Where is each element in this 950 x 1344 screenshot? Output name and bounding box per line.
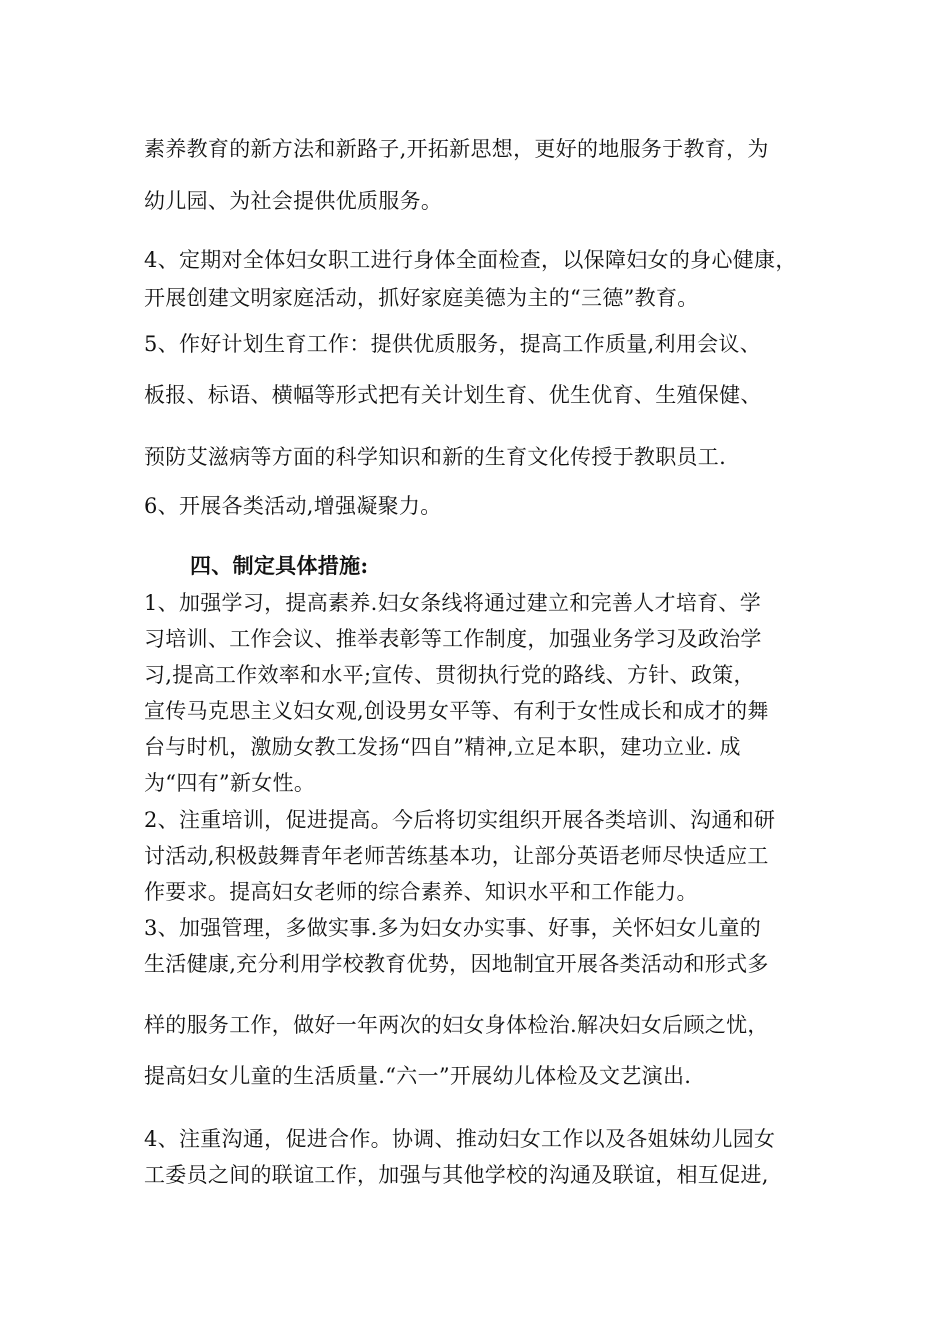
text-line: 4、定期对全体妇女职工进行身体全面检查，以保障妇女的身心健康， [144, 248, 797, 272]
text-line: 3、加强管理，多做实事.多为妇女办实事、好事，关怀妇女儿童的 [144, 916, 762, 940]
text-line: 2、注重培训，促进提高。今后将切实组织开展各类培训、沟通和研 [144, 808, 776, 832]
text-line: 习,提高工作效率和水平;宣传、贯彻执行党的路线、方针、政策， [144, 663, 755, 687]
text-line: 作要求。提高妇女老师的综合素养、知识水平和工作能力。 [144, 880, 698, 904]
text-line: 板报、标语、横幅等形式把有关计划生育、优生优育、生殖保健、 [144, 383, 762, 407]
text-line: 宣传马克思主义妇女观,创设男女平等、有利于女性成长和成才的舞 [144, 699, 769, 723]
text-line: 5、作好计划生育工作：提供优质服务，提高工作质量,利用会议、 [144, 332, 762, 356]
text-line: 6、开展各类活动,增强凝聚力。 [144, 494, 442, 518]
text-line: 样的服务工作，做好一年两次的妇女身体检治.解决妇女后顾之忧， [144, 1013, 769, 1037]
text-line: 生活健康,充分利用学校教育优势，因地制宜开展各类活动和形式多 [144, 952, 769, 976]
text-line: 为“四有”新女性。 [144, 771, 316, 795]
text-line: 提高妇女儿童的生活质量.“六一”开展幼儿体检及文艺演出. [144, 1064, 692, 1088]
text-line: 1、加强学习，提高素养.妇女条线将通过建立和完善人才培育、学 [144, 591, 762, 615]
text-line: 讨活动,积极鼓舞青年老师苦练基本功，让部分英语老师尽快适应工 [144, 844, 769, 868]
text-line: 幼儿园、为社会提供优质服务。 [144, 189, 443, 213]
text-line: 开展创建文明家庭活动，抓好家庭美德为主的“三德”教育。 [144, 286, 699, 310]
text-line: 素养教育的新方法和新路子,开拓新思想，更好的地服务于教育，为 [144, 137, 769, 161]
text-line: 4、注重沟通，促进合作。协调、推动妇女工作以及各姐妹幼儿园女 [144, 1127, 776, 1151]
section-heading: 四、制定具体措施: [190, 553, 369, 578]
text-line: 预防艾滋病等方面的科学知识和新的生育文化传授于教职员工. [144, 445, 727, 469]
text-line: 工委员之间的联谊工作，加强与其他学校的沟通及联谊，相互促进, [144, 1163, 769, 1187]
text-line: 台与时机，激励女教工发扬“四自”精神,立足本职，建功立业. 成 [144, 735, 741, 759]
text-line: 习培训、工作会议、推举表彰等工作制度，加强业务学习及政治学 [144, 627, 762, 651]
